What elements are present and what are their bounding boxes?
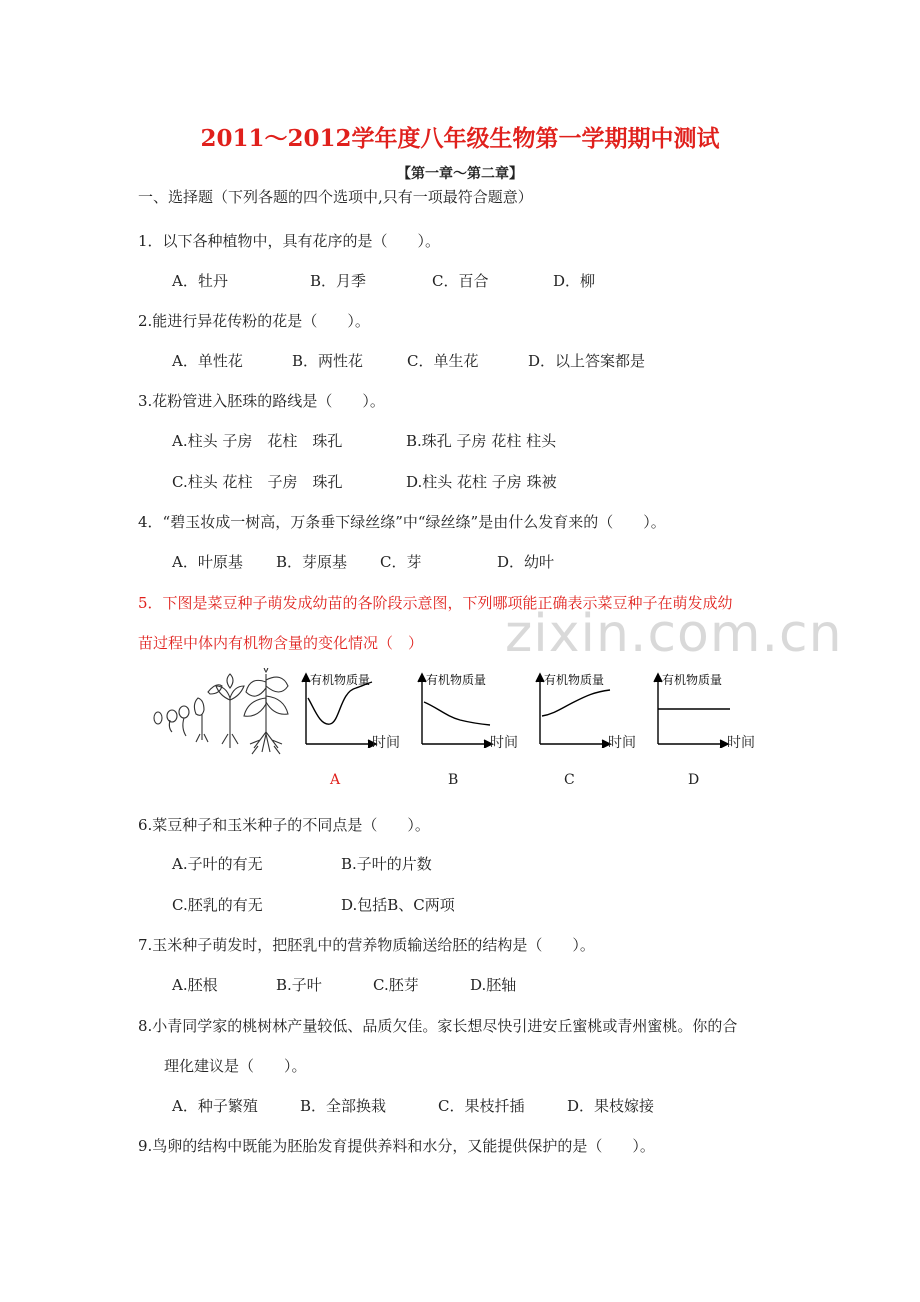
q3-option-c: C.柱头 花柱 子房 珠孔 <box>172 473 343 491</box>
q9-stem: 9.鸟卵的结构中既能为胚胎发育提供养料和水分，又能提供保护的是（ ）。 <box>138 1137 655 1155</box>
q8-stem-line2: 理化建议是（ ）。 <box>164 1057 307 1075</box>
q4-stem: 4．“碧玉妆成一树高，万条垂下绿丝绦”中“绿丝绦”是由什么发育来的（ ）。 <box>138 513 666 531</box>
q7-option-c: C.胚芽 <box>373 976 419 994</box>
graph-d-ylabel: 有机物质量 <box>662 673 723 687</box>
graph-b-label: B <box>448 772 459 788</box>
graph-a-xlabel: 时间 <box>372 735 400 751</box>
graph-d-xlabel: 时间 <box>727 735 755 751</box>
q2-option-a: A．单性花 <box>172 352 243 370</box>
q8-option-a: A．种子繁殖 <box>172 1097 258 1115</box>
q3-option-a: A.柱头 子房 花柱 珠孔 <box>172 432 343 450</box>
q2-option-b: B．两性花 <box>292 352 364 370</box>
q7-option-d: D.胚轴 <box>470 976 517 994</box>
graph-b-xlabel: 时间 <box>490 735 518 751</box>
chapter-range: 【第一章～第二章】 <box>397 166 523 182</box>
q8-option-c: C．果枝扦插 <box>438 1097 525 1115</box>
q3-option-b: B.珠孔 子房 花柱 柱头 <box>406 432 557 450</box>
section-heading: 一、选择题（下列各题的四个选项中,只有一项最符合题意） <box>138 188 533 206</box>
q1-option-b: B．月季 <box>310 272 367 290</box>
watermark: zixin.com.cn <box>505 604 843 664</box>
q3-option-d: D.柱头 花柱 子房 珠被 <box>406 473 557 491</box>
graph-a-label: A <box>330 772 341 788</box>
q1-option-d: D．柳 <box>553 272 596 290</box>
q6-option-a: A.子叶的有无 <box>172 855 263 873</box>
q8-stem-line1: 8.小青同学家的桃树林产量较低、品质欠佳。家长想尽快引进安丘蜜桃或青州蜜桃。你的合 <box>138 1017 738 1035</box>
q4-option-a: A．叶原基 <box>172 553 243 571</box>
q6-option-d: D.包括B、C两项 <box>341 896 455 914</box>
graph-d-label: D <box>688 772 700 788</box>
graph-c <box>534 668 614 748</box>
q7-stem: 7.玉米种子萌发时，把胚乳中的营养物质输送给胚的结构是（ ）。 <box>138 936 595 954</box>
q6-stem: 6.菜豆种子和玉米种子的不同点是（ ）。 <box>138 816 430 834</box>
seedling-stages-illustration <box>150 668 290 758</box>
q1-option-a: A．牡丹 <box>172 272 228 290</box>
q6-option-c: C.胚乳的有无 <box>172 896 263 914</box>
q1-stem: 1．以下各种植物中，具有花序的是（ ）。 <box>138 232 441 250</box>
q2-option-c: C．单生花 <box>407 352 479 370</box>
q4-option-c: C．芽 <box>380 553 422 571</box>
q2-option-d: D．以上答案都是 <box>528 352 646 370</box>
graph-a <box>300 668 380 748</box>
graph-a-ylabel: 有机物质量 <box>310 673 371 687</box>
q4-option-b: B．芽原基 <box>276 553 348 571</box>
graph-b-ylabel: 有机物质量 <box>426 673 487 687</box>
page-title: 2011～2012学年度八年级生物第一学期期中测试 <box>200 125 720 152</box>
q5-stem-line2: 苗过程中体内有机物含量的变化情况（ ） <box>138 634 424 652</box>
graph-d <box>652 668 732 748</box>
q1-option-c: C．百合 <box>432 272 489 290</box>
q2-stem: 2.能进行异花传粉的花是（ ）。 <box>138 312 370 330</box>
q6-option-b: B.子叶的片数 <box>341 855 432 873</box>
graph-c-label: C <box>564 772 575 788</box>
graph-c-xlabel: 时间 <box>608 735 636 751</box>
q7-option-b: B.子叶 <box>276 976 322 994</box>
q5-stem-line1: 5．下图是菜豆种子萌发成幼苗的各阶段示意图，下列哪项能正确表示菜豆种子在萌发成幼 <box>138 594 733 612</box>
graph-b <box>416 668 496 748</box>
q4-option-d: D．幼叶 <box>497 553 555 571</box>
q7-option-a: A.胚根 <box>172 976 218 994</box>
q8-option-d: D．果枝嫁接 <box>567 1097 655 1115</box>
q3-stem: 3.花粉管进入胚珠的路线是（ ）。 <box>138 392 385 410</box>
graph-c-ylabel: 有机物质量 <box>544 673 605 687</box>
q8-option-b: B．全部换栽 <box>300 1097 387 1115</box>
